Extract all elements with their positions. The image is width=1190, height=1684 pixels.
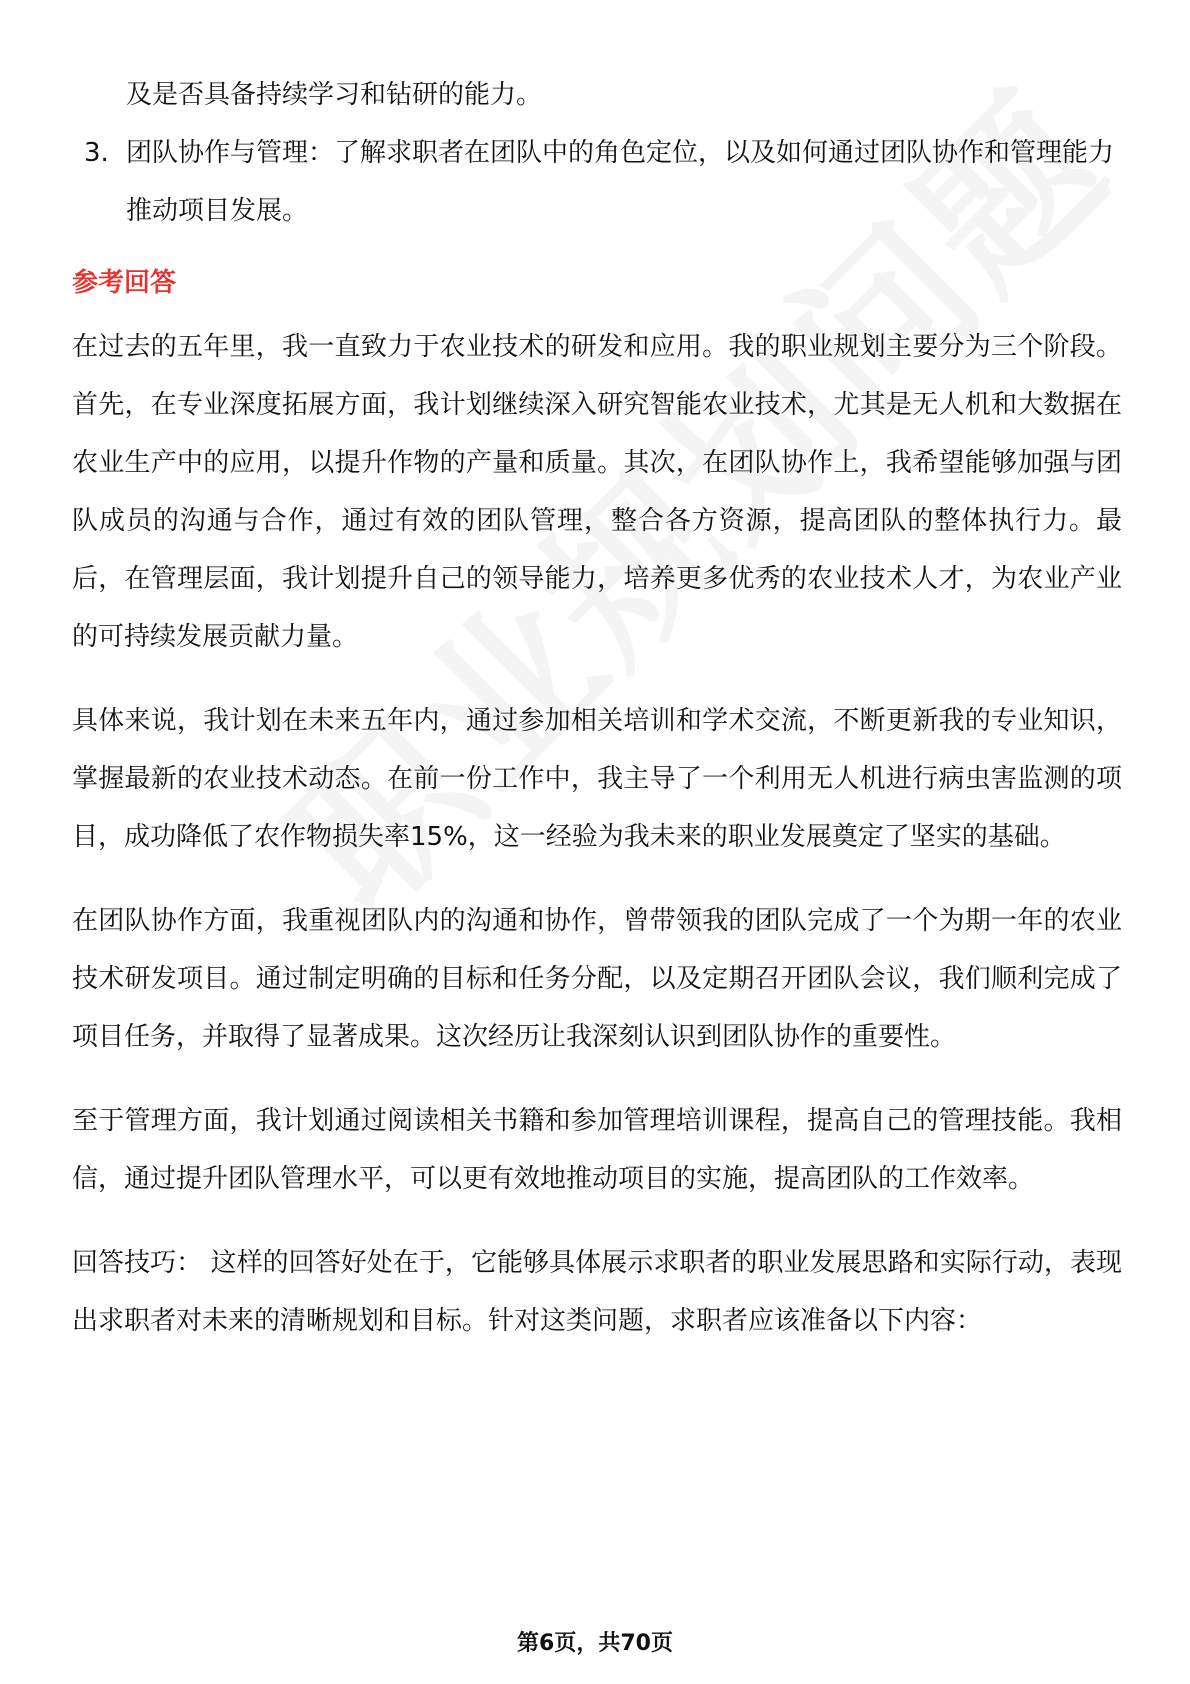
section-title: 参考回答 [72,268,177,298]
list-item-text: 团队协作与管理：了解求职者在团队中的角色定位，以及如何通过团队协作和管理能力推动项目发展。 [126,138,1115,226]
paragraph: 回答技巧： 这样的回答好处在于，它能够具体展示求职者的职业发展思路和实际行动，表现出求职者对未来的清晰规划和目标。针对这类问题，求职者应该准备以下内容： [72,1248,1122,1336]
list-item [72,124,1122,240]
page-content [72,66,1122,1376]
list-item-number: 3. [84,138,109,168]
paragraph: 在过去的五年里，我一直致力于农业技术的研发和应用。我的职业规划主要分为三个阶段。首先，在专业深度拓展方面，我计划继续深入研究智能农业技术，尤其是无人机和大数据在农业生产中的应用，以提升作物的产量和质量。其次，在团队协作上，我希望能够加强与团队成员的沟通与合作，通过有效的团队管理，整合各方资源，提高团队的整体执行力。最后，在管理层面，我计划提升自己的领导能力，培养更多优秀的农业技术人才，为农业产业的可持续发展贡献力量。 [72,332,1122,652]
paragraph: 具体来说，我计划在未来五年内，通过参加相关培训和学术交流，不断更新我的专业知识，掌握最新的农业技术动态。在前一份工作中，我主导了一个利用无人机进行病虫害监测的项目，成功降低了农作物损失率15%，这一经验为我未来的职业发展奠定了坚实的基础。 [72,706,1122,852]
list-item-continuation: 及是否具备持续学习和钻研的能力。 [126,80,543,110]
paragraph: 在团队协作方面，我重视团队内的沟通和协作，曾带领我的团队完成了一个为期一年的农业技术研发项目。通过制定明确的目标和任务分配，以及定期召开团队会议，我们顺利完成了项目任务，并取得了显著成果。这次经历让我深刻认识到团队协作的重要性。 [72,906,1122,1052]
page-number-footer: 第6页，共70页 [517,1631,673,1656]
paragraph: 至于管理方面，我计划通过阅读相关书籍和参加管理培训课程，提高自己的管理技能。我相信，通过提升团队管理水平，可以更有效地推动项目的实施，提高团队的工作效率。 [72,1106,1122,1194]
